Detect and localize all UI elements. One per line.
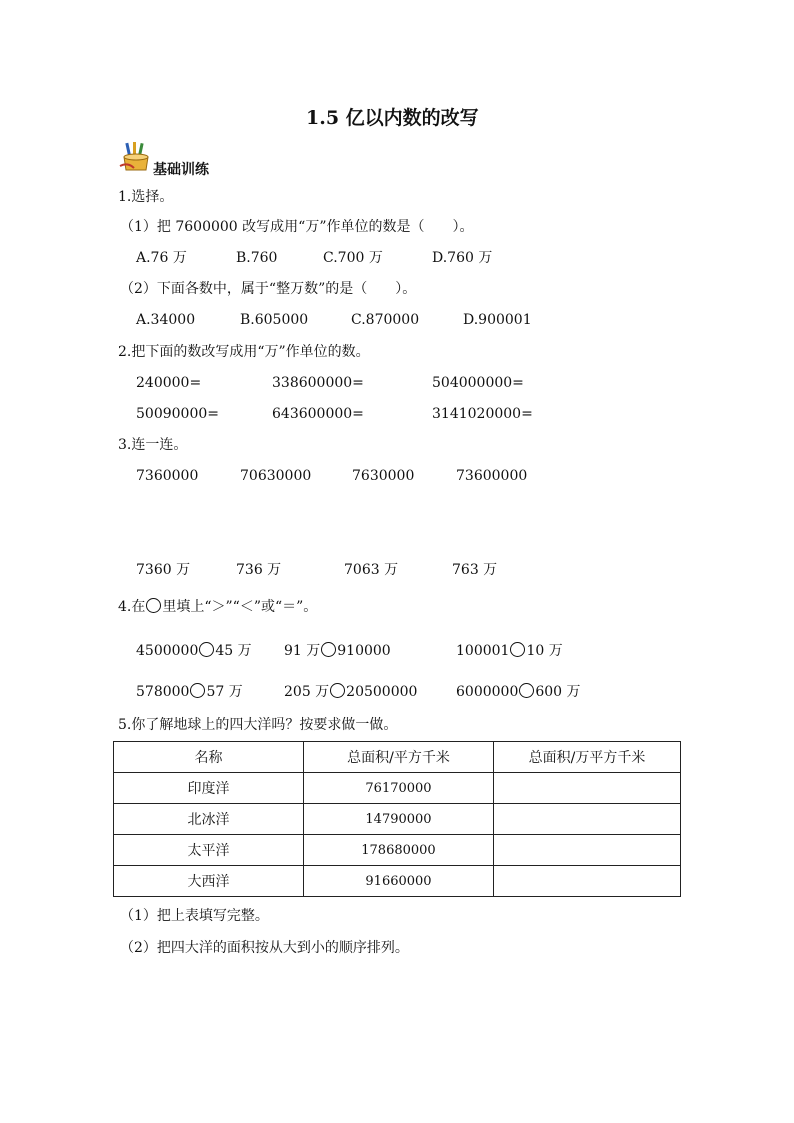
question-5-sub-1: （1）把上表填写完整。: [120, 908, 269, 924]
section-title: 基础训练: [153, 162, 209, 178]
q4-right-value: 10 万: [526, 643, 563, 659]
blank-circle-icon[interactable]: [330, 683, 345, 698]
ocean-area-table: [113, 741, 681, 897]
q4-compare-item: [136, 683, 243, 701]
q4-stem-before: 4.在: [118, 599, 146, 615]
blank-circle-icon[interactable]: [510, 642, 525, 657]
q3-top-number: 73600000: [456, 468, 528, 484]
ocean-area-cell: 91660000: [304, 866, 494, 897]
q4-compare-item: [456, 642, 563, 660]
q4-right-value: 600 万: [535, 684, 581, 700]
q4-left-value: 4500000: [136, 643, 199, 659]
ocean-name-cell: 大西洋: [114, 866, 304, 897]
question-4-stem: [118, 598, 317, 616]
q2-item: 504000000=: [432, 375, 524, 391]
blank-circle-icon: [146, 598, 161, 613]
blank-circle-icon[interactable]: [519, 683, 534, 698]
answer-cell[interactable]: [494, 804, 681, 835]
table-header-cell: 名称: [114, 742, 304, 773]
q4-right-value: 910000: [337, 643, 391, 659]
question-5-sub-2: （2）把四大洋的面积按从大到小的顺序排列。: [120, 940, 409, 956]
q3-bottom-number: 7063 万: [344, 562, 399, 578]
ocean-name-cell: 印度洋: [114, 773, 304, 804]
pencil-cup-icon: [118, 142, 154, 172]
q4-compare-item: [456, 683, 581, 701]
q4-left-value: 91 万: [284, 643, 321, 659]
q3-bottom-number: 736 万: [236, 562, 282, 578]
ocean-area-cell: 14790000: [304, 804, 494, 835]
q1-p1-option-d: D.760 万: [432, 250, 493, 266]
ocean-name-cell: 北冰洋: [114, 804, 304, 835]
q1-p1-option-c: C.700 万: [323, 250, 383, 266]
table-row: [114, 866, 681, 897]
q4-compare-item: [284, 642, 391, 660]
ocean-name-cell: 太平洋: [114, 835, 304, 866]
table-row: [114, 835, 681, 866]
ocean-area-cell: 76170000: [304, 773, 494, 804]
answer-cell[interactable]: [494, 866, 681, 897]
q3-bottom-number: 763 万: [452, 562, 498, 578]
q4-right-value: 20500000: [346, 684, 418, 700]
q4-left-value: 578000: [136, 684, 190, 700]
q2-item: 50090000=: [136, 406, 219, 422]
answer-cell[interactable]: [494, 835, 681, 866]
q2-item: 338600000=: [272, 375, 364, 391]
table-header-row: [114, 742, 681, 773]
q2-item: 643600000=: [272, 406, 364, 422]
q4-compare-item: [136, 642, 252, 660]
q3-top-number: 70630000: [240, 468, 312, 484]
q1-p2-option-d: D.900001: [463, 312, 532, 328]
q4-left-value: 205 万: [284, 684, 330, 700]
q1-p1-option-a: A.76 万: [136, 250, 187, 266]
q1-p2-option-a: A.34000: [136, 312, 196, 328]
question-3-stem: 3.连一连。: [118, 437, 188, 453]
q3-top-number: 7360000: [136, 468, 199, 484]
ocean-area-cell: 178680000: [304, 835, 494, 866]
q1-p2-option-c: C.870000: [351, 312, 420, 328]
question-1-part-2: （2）下面各数中，属于“整万数”的是（ ）。: [120, 281, 417, 297]
table-row: [114, 773, 681, 804]
q2-item: 240000=: [136, 375, 202, 391]
question-1-part-1: （1）把 7600000 改写成用“万”作单位的数是（ ）。: [120, 219, 474, 235]
table-row: [114, 804, 681, 835]
answer-cell[interactable]: [494, 773, 681, 804]
q3-bottom-number: 7360 万: [136, 562, 191, 578]
q4-left-value: 100001: [456, 643, 510, 659]
q1-p1-option-b: B.760: [236, 250, 278, 266]
blank-circle-icon[interactable]: [199, 642, 214, 657]
q2-item: 3141020000=: [432, 406, 533, 422]
q4-right-value: 57 万: [206, 684, 243, 700]
q4-right-value: 45 万: [215, 643, 252, 659]
table-header-cell: 总面积/万平方千米: [494, 742, 681, 773]
page-title: 1.5 亿以内数的改写: [306, 107, 479, 129]
q1-p2-option-b: B.605000: [240, 312, 309, 328]
question-5-stem: 5.你了解地球上的四大洋吗？按要求做一做。: [118, 717, 398, 733]
question-1-stem: 1.选择。: [118, 189, 174, 205]
blank-circle-icon[interactable]: [321, 642, 336, 657]
q4-stem-after: 里填上“＞”“＜”或“＝”。: [162, 599, 318, 615]
table-header-cell: 总面积/平方千米: [304, 742, 494, 773]
blank-circle-icon[interactable]: [190, 683, 205, 698]
question-2-stem: 2.把下面的数改写成用“万”作单位的数。: [118, 344, 370, 360]
q3-top-number: 7630000: [352, 468, 415, 484]
q4-compare-item: [284, 683, 417, 701]
q4-left-value: 6000000: [456, 684, 519, 700]
